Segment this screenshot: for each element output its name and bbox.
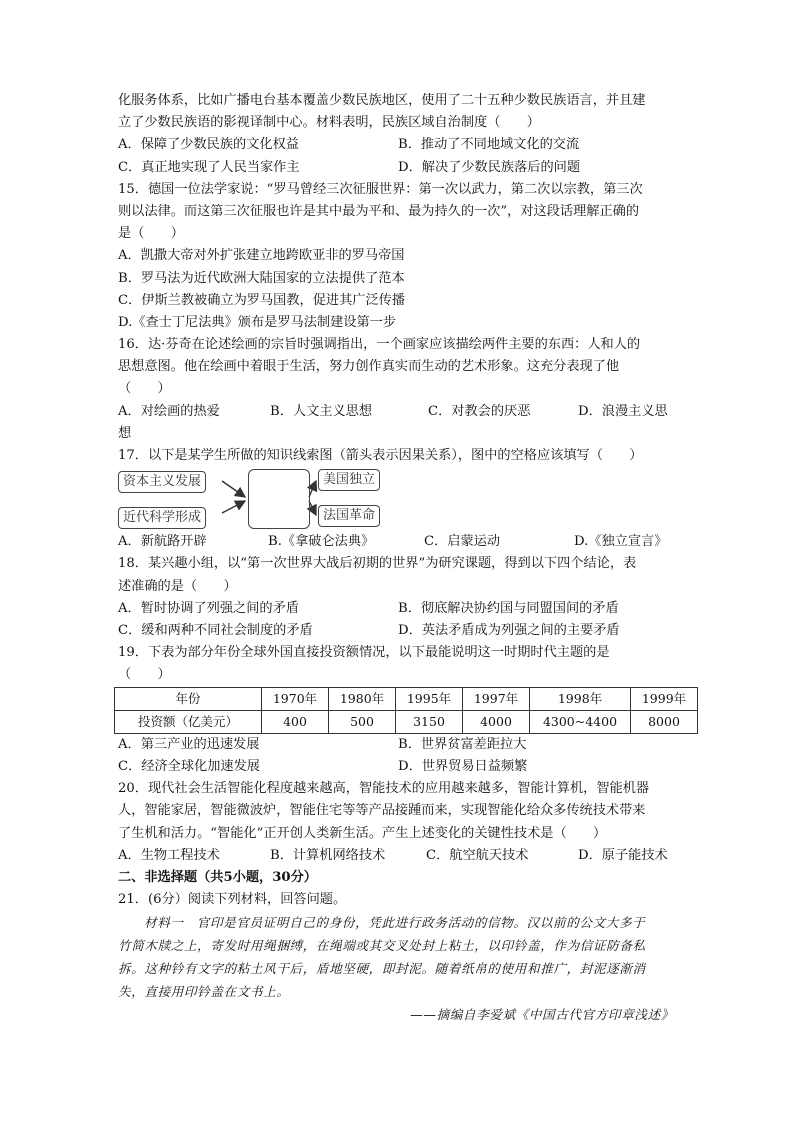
q20-option-b[interactable]: B．计算机网络技术 [270,847,386,863]
q19-option-a[interactable]: A．第三产业的迅速发展 [118,736,260,752]
material-line: 竹简木牍之上，寄发时用绳捆缚，在绳端或其交叉处封上粘土，以印钤盖，作为信证防备私 [118,938,646,954]
q14-option-d[interactable]: D．解决了少数民族落后的问题 [398,159,581,175]
q18-text-line: 18．某兴趣小组，以“第一次世界大战后初期的世界”为研究课题，得到以下四个结论，表 [118,556,637,572]
table-header-cell: 1995年 [396,687,463,710]
q17-option-d[interactable]: D.《独立宣言》 [574,534,668,550]
diagram-box-french-revolution: 法国革命 [318,505,380,527]
section-title: 二、非选择题（共5小题，30分） [118,870,317,886]
q16-text-line: 思想意图。他在绘画中着眼于生活，努力创作真实而生动的艺术形象。这充分表现了他 [118,359,620,375]
diagram-box-science: 近代科学形成 [118,507,206,529]
table-cell: 8000 [631,710,698,733]
q19-option-b[interactable]: B．世界贫富差距拉大 [398,736,527,752]
q18-option-a[interactable]: A．暂时协调了列强之间的矛盾 [118,600,299,616]
q21-text-line: 21．(6分）阅读下列材料，回答问题。 [118,892,347,908]
q17-text-line: 17．以下是某学生所做的知识线索图（箭头表示因果关系），图中的空格应该填写（ ） [118,448,643,463]
knowledge-diagram [118,467,678,531]
q17-option-c[interactable]: C．启蒙运动 [424,534,501,550]
table-row [115,710,698,733]
exam-page [118,90,687,1026]
material-source: ——摘编自李爱斌《中国古代官方印章浅述》 [410,1007,674,1023]
q16-text-line: （ ） [118,381,171,397]
diagram-box-capitalism: 资本主义发展 [118,471,206,493]
q15-option-d[interactable]: D.《查士丁尼法典》颁布是罗马法制建设第一步 [118,314,397,330]
q20-text-line: 20．现代社会生活智能化程度越来越高，智能技术的应用越来越多，智能计算机，智能机器 [118,781,650,797]
q20-text-line: 了生机和活力。“智能化”正开创人类新生活。产生上述变化的关键性技术是（ ） [118,825,607,841]
q14-option-a[interactable]: A．保障了少数民族的文化权益 [118,137,299,153]
q18-option-d[interactable]: D．英法矛盾成为列强之间的主要矛盾 [398,622,620,638]
table-cell: 4000 [463,710,530,733]
q14-text-line: 化服务体系，比如广播电台基本覆盖少数民族地区，使用了二十五种少数民族语言，并且建 [118,93,646,108]
q19-options-row [118,756,678,778]
q20-options-row [118,845,678,867]
table-header-cell: 1997年 [463,687,530,710]
q14-option-c[interactable]: C．真正地实现了人民当家作主 [118,159,300,175]
table-cell: 3150 [396,710,463,733]
q16-option-c[interactable]: C．对教会的厌恶 [428,403,531,419]
q17-options-row [118,531,678,553]
material-line: 拆。这种钤有文字的粘土风干后，盾地坚硬，即封泥。随着纸帛的使用和推广，封泥逐渐消 [118,961,646,977]
q14-option-b[interactable]: B．推动了不同地域文化的交流 [398,137,580,153]
table-cell: 投资额（亿美元） [115,710,262,733]
diagram-box-us-independence: 美国独立 [318,469,380,491]
material-line: 失，直接用印钤盖在文书上。 [118,984,290,1000]
table-header-cell: 1998年 [530,687,631,710]
table-header-row [115,687,698,710]
table-header-cell: 1970年 [262,687,329,710]
table-header-cell: 1999年 [631,687,698,710]
q15-option-c[interactable]: C．伊斯兰教被确立为罗马国教，促进其广泛传播 [118,292,406,308]
q20-option-d[interactable]: D．原子能技术 [578,847,668,863]
q20-text-line: 人，智能家居，智能微波炉，智能住宅等等产品接踵而来，实现智能化给众多传统技术带来 [118,803,646,819]
q19-text-line: （ ） [118,667,171,683]
q20-option-c[interactable]: C．航空航天技术 [426,847,529,863]
q15-text-line: 则以法律。而这第三次征服也许是其中最为平和、最为持久的一次”，对这段话理解正确的 [118,203,640,219]
q19-options-row [118,734,678,756]
q16-options-row [118,401,678,423]
q18-option-c[interactable]: C．缓和两种不同社会制度的矛盾 [118,622,313,638]
q20-option-a[interactable]: A．生物工程技术 [118,847,220,863]
q19-option-d[interactable]: D．世界贸易日益频繁 [398,759,528,775]
table-cell: 400 [262,710,329,733]
q15-option-b[interactable]: B．罗马法为近代欧洲大陆国家的立法提供了范本 [118,270,405,286]
q16-option-d-wrap: 想 [118,425,132,441]
q16-option-a[interactable]: A．对绘画的热爱 [118,403,220,419]
q15-text-line: 是（ ） [118,226,184,242]
q18-option-b[interactable]: B．彻底解决协约国与同盟国间的矛盾 [398,600,619,616]
table-header-cell: 1980年 [329,687,396,710]
q15-option-a[interactable]: A．凯撒大帝对外扩张建立地跨欧亚非的罗马帝国 [118,248,405,264]
q14-options-row [118,157,678,179]
q19-text-line: 19．下表为部分年份全球外国直接投资额情况，以下最能说明这一时期时代主题的是 [118,645,610,661]
diagram-blank-box [248,469,310,529]
q17-option-b[interactable]: B.《拿破仑法典》 [268,534,375,550]
investment-table [114,687,698,734]
q16-option-b[interactable]: B．人文主义思想 [270,403,373,419]
q18-options-row [118,598,678,620]
q18-options-row [118,620,678,642]
q14-options-row [118,134,678,156]
table-cell: 4300~4400 [530,710,631,733]
material-line: 材料一 官印是官员证明自己的身份，凭此进行政务活动的信物。汉以前的公文大多于 [144,915,646,931]
q18-text-line: 述准确的是（ ） [118,578,237,594]
q19-option-c[interactable]: C．经济全球化加速发展 [118,759,260,775]
q16-text-line: 16．达·芬奇在论述绘画的宗旨时强调指出，一个画家应该描绘两件主要的东西：人和人的 [118,337,641,353]
q14-text-line: 立了少数民族语的影视译制中心。材料表明，民族区域自治制度（ ） [118,115,540,131]
q16-option-d[interactable]: D．浪漫主义思 [578,403,668,419]
table-cell: 500 [329,710,396,733]
material-passage [118,911,678,1026]
table-header-cell: 年份 [115,687,262,710]
q15-text-line: 15．德国一位法学家说：“罗马曾经三次征服世界：第一次以武力，第二次以宗教，第三次 [118,181,643,197]
q17-option-a[interactable]: A．新航路开辟 [118,534,207,550]
